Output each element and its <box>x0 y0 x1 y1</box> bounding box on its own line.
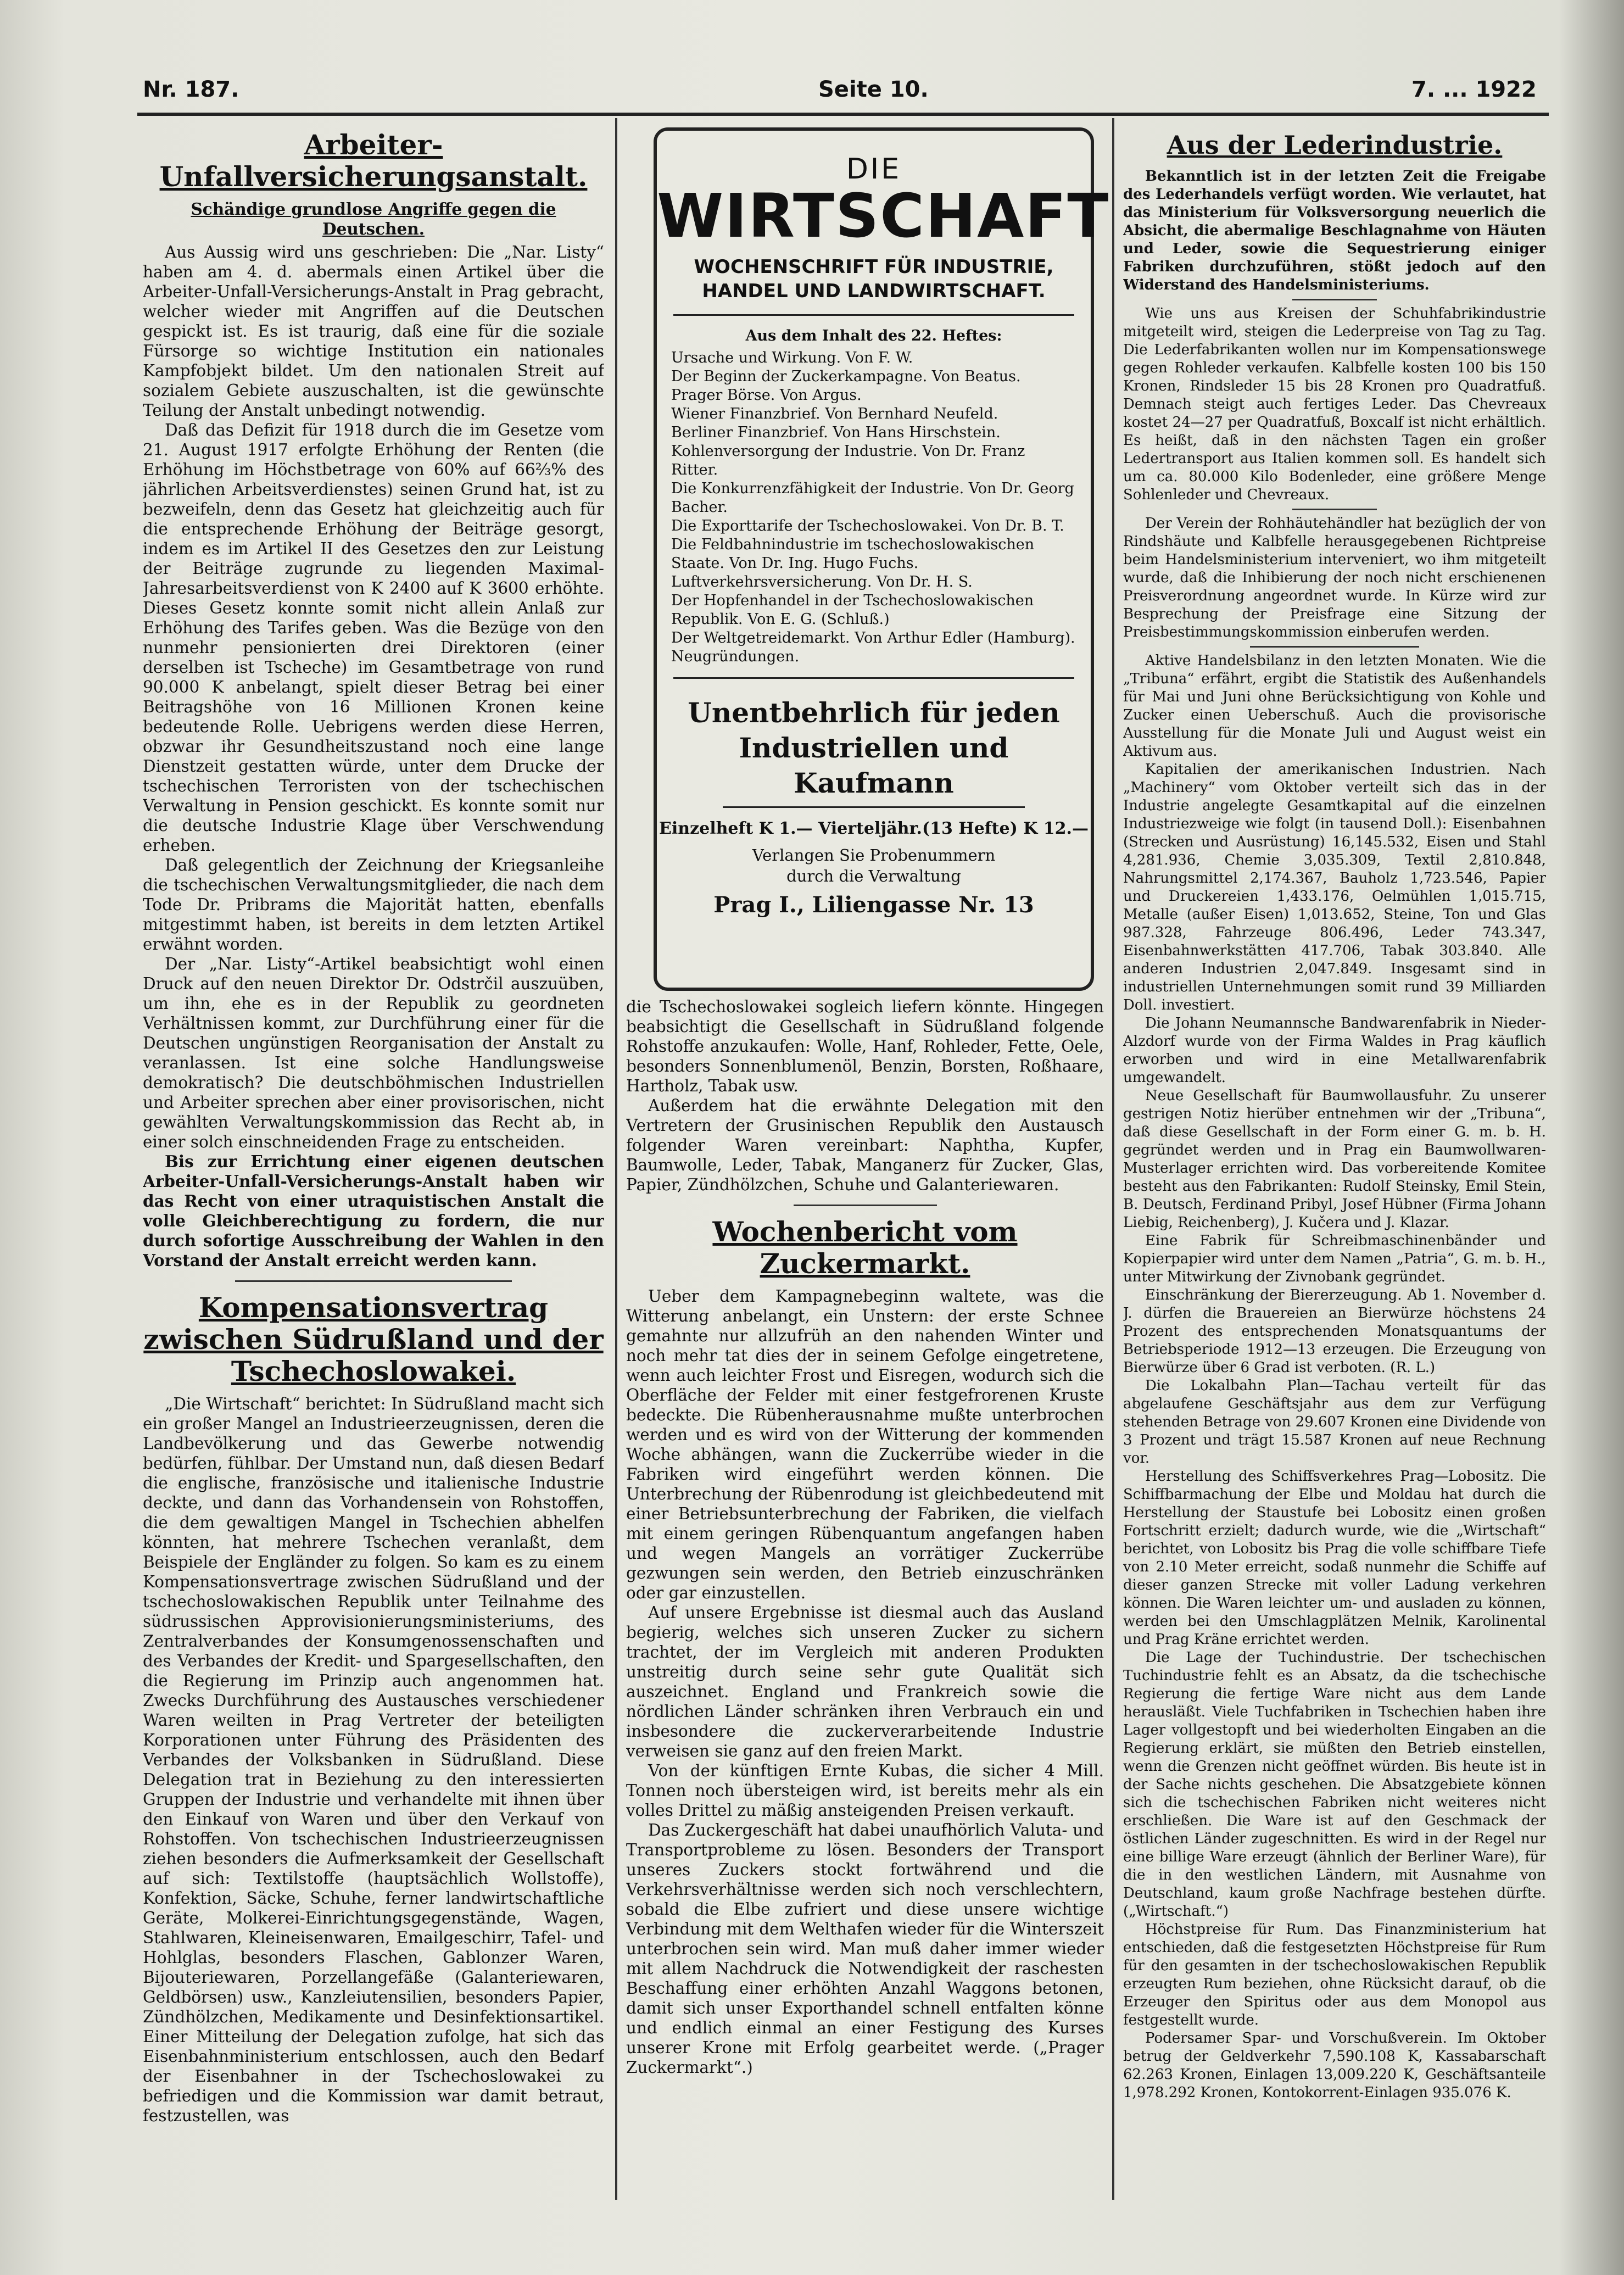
ad-title: WIRTSCHAFT <box>657 181 1110 251</box>
article-heading-zucker: Wochenbericht vom Zuckermarkt. <box>712 1215 1018 1280</box>
paragraph: Das Zuckergeschäft hat dabei unaufhörlich Valuta- und Transportprobleme zu lösen. Besonders der Transport unseres Zuckers stockt fortwährend und die Verkehrsverhältnisse werden sich noch verschlechtern, sobald die Elbe zufriert und diese unsere wichtige Verbindung mit dem Welthafen wieder für die Winterszeit unterbrochen sein wird. Man muß daher immer wieder mit allem Nachdruck die Notwendigkeit der raschesten Beschaffung einer erhöhten Anzahl Waggons betonen, damit sich unser Exporthandel schnell entfalten könne und endlich einmal an einer Festigung des Kurses unserer Krone mit Erfolg gearbeitet werde. („Prager Zuckermarkt“.) <box>626 1821 1104 2077</box>
paragraph: Der Verein der Rohhäutehändler hat bezüglich der von Rindshäute und Kalbfelle herausgegebenen Richtpreise beim Handelsministerium interveniert, wo ihm mitgeteilt wurde, daß die Inhibierung der noch nicht erschienenen Preisverordnung angeordnet wurde. In Kürze wird zur Besprechung der Preisfrage eine Sitzung der Preisbestimmungskommission einberufen werden. <box>1123 515 1546 640</box>
right-column <box>1123 124 1546 2200</box>
ad-item: Berliner Finanzbrief. Von Hans Hirschstein. <box>671 424 1001 441</box>
article-subheading-unfall: Schändige grundlose Angriffe gegen die Deutschen. <box>191 199 556 238</box>
ad-item: Die Feldbahnindustrie im tschechoslowakischen Staate. Von Dr. Ing. Hugo Fuchs. <box>671 536 1035 572</box>
ad-rule <box>673 677 1074 679</box>
ad-item: Ursache und Wirkung. Von F. W. <box>671 349 913 366</box>
header-rule <box>137 113 1549 116</box>
paragraph: Daß gelegentlich der Zeichnung der Kriegsanleihe die tschechischen Verwaltungsmitglieder, die nach dem Tode Dr. Pribrams die Majorität hatten, ebenfalls mitgestimmt haben, ist bereits in dem letzten Artikel erwähnt worden. <box>143 856 604 954</box>
paragraph: Die Lokalbahn Plan—Tachau verteilt für das abgelaufene Geschäftsjahr aus dem zur Verfügung stehenden Betrage von 29.607 Kronen eine Dividende von 3 Prozent und trägt 15.587 Kronen auf neue Rechnung vor. <box>1123 1378 1546 1467</box>
paragraph: die Tschechoslowakei sogleich liefern könnte. Hingegen beabsichtigt die Gesellschaft in Südrußland folgende Rohstoffe anzukaufen: Wolle, Hanf, Rohleder, Fette, Oele, besonders Sonnenblumenöl, Benzin, Borsten, Roßhaare, Hartholz, Tabak usw. <box>626 997 1104 1095</box>
wirtschaft-advertisement <box>654 127 1110 991</box>
ad-item: Kohlenversorgung der Industrie. Von Dr. Franz Ritter. <box>671 443 1025 478</box>
paragraph: Neue Gesellschaft für Baumwollausfuhr. Zu unserer gestrigen Notiz hierüber entnehmen wir der „Tribuna“, daß diese Gesellschaft in der Form einer G. m. b. H. gegründet werden und in Prag ein Baumwollwaren-Musterlager errichten wird. Das vorbereitende Komitee besteht aus den Fabrikanten: Rudolf Steinsky, Emil Stein, B. Deutsch, Ferdinand Pribyl, Josef Hübner (Firma Johann Liebig, Reichenberg), J. Kučera und J. Klazar. <box>1123 1088 1546 1231</box>
paragraph: Auf unsere Ergebnisse ist diesmal auch das Ausland begierig, welches sich unseren Zucker zu sichern trachtet, der im Vergleich mit anderen Produkten unstreitig durch seine sehr gute Qualität sich auszeichnet. England und Frankreich sowie die nördlichen Länder schränken ihren Verbrauch ein und insbesondere die zuckerverarbeitende Industrie verweisen sie ganz auf den freien Markt. <box>626 1603 1104 1760</box>
paragraph: Die Lage der Tuchindustrie. Der tschechischen Tuchindustrie fehlt es an Absatz, da die tschechische Regierung die fertige Ware nicht aus dem Lande herausläßt. Viele Tuchfabriken in Tschechien haben ihre Lager vollgestopft und bei wiederholten Eingaben an die Regierung erklärt, sie müßten den Betrieb einstellen, wenn die Grenzen nicht geöffnet würden. Bis heute ist in der Sache nichts geschehen. Die Absatzgebiete können sich die tschechischen Fabriken nicht weiteres nicht erschließen. Die Ware ist auf den Geschmack der östlichen Länder zugeschnitten. Es wird in der Regel nur eine billige Ware erzeugt (ähnlich der Berliner Ware), für die in den westlichen Ländern, mit Ausnahme von Deutschland, kaum große Nachfrage bestehen dürfte. („Wirtschaft.“) <box>1123 1649 1546 1920</box>
ad-item: Luftverkehrsversicherung. Von Dr. H. S. <box>671 573 973 590</box>
article-heading-kompensation: Kompensationsvertrag zwischen Südrußland und der Tschechoslowakei. <box>143 1291 604 1387</box>
issue-date: 7. ... 1922 <box>1411 77 1537 102</box>
ad-item: Der Weltgetreidemarkt. Von Arthur Edler (Hamburg). <box>671 629 1075 646</box>
paragraph: Höchstpreise für Rum. Das Finanzministerium hat entschieden, daß die festgesetzten Höchstpreise für Rum für den gesamten in der tschechoslowakischen Republik erzeugten Rum beziehen, ohne Rücksicht darauf, ob die Erzeuger den Spiritus oder aus dem Monopol aus festgestellt wurde. <box>1123 1921 1546 2028</box>
paragraph: Ueber dem Kampagnebeginn waltete, was die Witterung anbelangt, ein Unstern: der erste Schnee gemahnte nur allzufrüh an den nahenden Winter und noch mehr tat dies der in seinem Gefolge eingetretene, wenn auch leichter Frost und Eisregen, wodurch sich die Oberfläche der Felder mit einer festgefrorenen Kruste bedeckte. Die Rübenherausnahme mußte unterbrochen werden und es wird von der Witterung der kommenden Woche abhängen, wann die Zuckerrübe wieder in die Fabriken wird eingeführt werden können. Die Unterbrechung der Rübenrodung ist gleichbedeutend mit einer Betriebsunterbrechung der Fabriken, die vielfach mit einem geringen Rübenquantum angefangen haben und wegen Mangels an vorrätiger Zuckerrübe gezwungen sein werden, den Betrieb einzuschränken oder gar einzustellen. <box>626 1287 1104 1602</box>
paragraph: Podersamer Spar- und Vorschußverein. Im Oktober betrug der Geldverkehr 7,590.108 K, Kassabarschaft 62.263 Kronen, Einlagen 13,009.220 K, Geschäftsanteile 1,978.292 Kronen, Kontokorrent-Einlagen 935.076 K. <box>1123 2030 1546 2101</box>
ad-price: Einzelheft K 1.— Vierteljähr.(13 Hefte) K 12.— <box>659 819 1089 838</box>
ad-item: Die Exporttarife der Tschechoslowakei. Von Dr. B. T. <box>671 517 1064 534</box>
paragraph: Aktive Handelsbilanz in den letzten Monaten. Wie die „Tribuna“ erfährt, ergibt die Statistik des Außenhandels für Mai und Juni ohne Berücksichtigung von Kohle und Zucker einen Ueberschuß. Auch die provisorische Ausstellung für die Monate Juli und August weist ein Aktivum aus. <box>1123 653 1546 760</box>
paragraph: Daß das Defizit für 1918 durch die im Gesetze vom 21. August 1917 erfolgte Erhöhung der Renten (die Erhöhung im Höchstbetrage von 60% auf 66⅔% des jährlichen Arbeitsverdienstes) seinen Grund hat, ist zu bezweifeln, denn das Gesetz hat gleichzeitig auch für die entsprechende Erhöhung der Beiträge gesorgt, indem es im Artikel II des Gesetzes den zur Leistung der Beiträge zugrunde zu liegenden Maximal-Jahresarbeitsverdienst von K 2400 auf K 3600 erhöhte. Dieses Gesetz konnte somit nicht allein Anlaß zur Erhöhung des Tarifes geben. Was die Bezüge von den nunmehr pensionierten drei Direktoren (einer derselben ist Tscheche) im Gesamtbetrage von rund 90.000 K anbelangt, spielt dieser Betrag bei einer Beitragshöhe von 16 Millionen Kronen keine bedeutende Rolle. Uebrigens werden diese Herren, obzwar ihr Gesundheitszustand noch eine lange Dienstzeit gestatten würde, unter dem Drucke der tschechischen Terroristen von der tschechischen Verwaltung in Pension geschickt. Es konnte somit nur die deutsche Industrie Klage über Verschwendung erheben. <box>143 421 604 855</box>
separator <box>1250 646 1419 648</box>
ad-item: Wiener Finanzbrief. Von Bernhard Neufeld. <box>671 405 998 422</box>
ad-item: Prager Börse. Von Argus. <box>671 387 862 404</box>
separator <box>235 1280 512 1282</box>
separator <box>1292 509 1377 510</box>
left-column <box>143 124 604 2200</box>
column-divider-right <box>1112 118 1114 2200</box>
ad-request: Verlangen Sie Probenummern <box>752 846 996 865</box>
issue-number: Nr. 187. <box>143 77 239 102</box>
ad-address: Prag I., Liliengasse Nr. 13 <box>713 892 1034 918</box>
paragraph: Die Johann Neumannsche Bandwarenfabrik in Nieder-Alzdorf wurde von der Firma Waldes in Prag käuflich erworben und wird in eine Metallwarenfabrik umgewandelt. <box>1123 1015 1546 1086</box>
paragraph: „Die Wirtschaft“ berichtet: In Südrußland macht sich ein großer Mangel an Industrieerzeugnissen, deren die Landbevölkerung und das Gewerbe notwendig bedürfen, fühlbar. Der Umstand nun, daß diesen Bedarf die englische, französische und italienische Industrie deckte, und dann das Vorhandensein von Rohstoffen, die dem gewaltigen Mangel in Tschechien abhelfen könnten, hat mehrere Tschechen veranlaßt, dem Beispiele der Engländer zu folgen. So kam es zu einem Kompensationsvertrage zwischen Südrußland und der tschechoslowakischen Republik unter Teilnahme des südrussischen Approvisionierungsministeriums, des Zentralverbandes der Konsumgenossenschaften und des Verbandes der Kredit- und Spargesellschaften, den die Regierung im Prinzip auch angenommen hat. Zwecks Durchführung des Austausches verschiedener Waren weilten in Prag Vertreter der beteiligten Korporationen unter Führung des Präsidenten des Verbandes der Volksbanken in Südrußland. Diese Delegation trat in Beziehung zu den interessierten Gruppen der Industrie und verhandelte mit ihnen über den Einkauf von Waren und über den Verkauf von Rohstoffen. Von tschechischen Industrieerzeugnissen ziehen besonders die Aufmerksamkeit der Gesellschaft auf sich: Textilstoffe (hauptsächlich Wollstoffe), Konfektion, Säcke, Schuhe, ferner landwirtschaftliche Geräte, Molkerei-Einrichtungsgegenstände, Wagen, Stahlwaren, Kleineisenwaren, Emailgeschirr, Tafel- und Hohlglas, besonders Flaschen, Gablonzer Waren, Bijouteriewaren, Porzellangefäße (Galanteriewaren, Geldbörsen) usw., Kanzleiutensilien, besonders Papier, Zündhölzchen, Medikamente und Desinfektionsartikel. Einer Mitteilung der Delegation zufolge, hat sich das Eisenbahnministerium entschlossen, auch den Bedarf der Eisenbahner in der Tschechoslowakei zu befriedigen und die Kommission war damit betraut, festzustellen, was <box>143 1395 604 2125</box>
ad-slogan: Unentbehrlich für jeden Industriellen und Kaufmann <box>688 696 1060 799</box>
ad-subtitle-2: HANDEL UND LANDWIRTSCHAFT. <box>702 280 1046 302</box>
ad-contents-title: Aus dem Inhalt des 22. Heftes: <box>745 327 1002 344</box>
middle-column <box>626 997 1104 2194</box>
paragraph: Von der künftigen Ernte Kubas, die sicher 4 Mill. Tonnen noch übersteigen wird, ist bereits mehr als ein volles Drittel zu mäßig ansteigenden Preisen verkauft. <box>626 1761 1104 1820</box>
column-divider-left <box>615 118 617 2200</box>
ad-item: Neugründungen. <box>671 648 800 665</box>
paragraph: Aus Aussig wird uns geschrieben: Die „Nar. Listy“ haben am 4. d. abermals einen Artikel über die Arbeiter-Unfall-Versicherungs-Anstalt in Prag gebracht, welcher wieder mit Angriffen auf die Deutschen gespickt ist. Es ist traurig, daß eine für die soziale Fürsorge so wichtige Institution ein nationales Kampfobjekt bildet. Um den nationalen Streit auf sozialem Gebiete auszuschalten, ist die gewünschte Teilung der Anstalt unbedingt notwendig. <box>143 243 604 420</box>
paragraph: Außerdem hat die erwähnte Delegation mit den Vertretern der Grusinischen Republik den Austausch folgender Waren vereinbart: Naphtha, Kupfer, Baumwolle, Leder, Tabak, Manganerz für Zucker, Glas, Papier, Zündhölzchen, Schuhe und Galanteriewaren. <box>626 1096 1104 1194</box>
paragraph: Kapitalien der amerikanischen Industrien. Nach „Machinery“ vom Oktober verteilt sich das in der Industrie angelegte Gesamtkapital auf die einzelnen Industriezweige wie folgt (in tausend Doll.): Eisenbahnen (Strecken und Ausrüstung) 16,145.532, Eisen und Stahl 4,281.936, Chemie 3,035.309, Textil 2,810.848, Nahrungsmittel 2,174.367, Bauholz 1,723.546, Papier und Druckereien 1,433.176, Oelmühlen 1,015.715, Metalle (außer Eisen) 1,013.652, Steine, Ton und Glas 987.328, Fahrzeuge 806.496, Leder 743.347, Eisenbahnwerkstätten 417.706, Tabak 303.840. Alle anderen Industrien 2,047.849. Insgesamt sind in industriellen Unternehmungen somit rund 39 Milliarden Doll. investiert. <box>1123 761 1546 1013</box>
separator <box>1292 299 1377 300</box>
separator <box>794 1205 937 1206</box>
ad-rule <box>673 314 1074 316</box>
ad-contents <box>657 327 1091 666</box>
ad-rule <box>723 806 1025 808</box>
ad-item: Der Beginn der Zuckerkampagne. Von Beatus. <box>671 368 1021 385</box>
paragraph: Bis zur Errichtung einer eigenen deutschen Arbeiter-Unfall-Versicherungs-Anstalt haben wir das Recht von einer utraquistischen Anstalt die volle Gleichberechtigung zu fordern, die nur durch sofortige Ausschreibung der Wahlen in den Vorstand der Anstalt erreicht werden kann. <box>143 1152 604 1270</box>
paragraph: Wie uns aus Kreisen der Schuhfabrikindustrie mitgeteilt wird, steigen die Lederpreise von Tag zu Tag. Die Lederfabrikanten wollen nur im Kompensationswege gegen Rohleder verkaufen. Kalbfelle kosten 100 bis 150 Kronen, Rindsleder 15 bis 28 Kronen pro Quadratfuß. Demnach steigt auch fertiges Leder. Das Chevreaux kostet 24—27 per Quadratfuß, Boxcalf ist nicht erhältlich. Es heißt, daß in den nächsten Tagen ein großer Ledertransport aus Italien kommen soll. Es handelt sich um ca. 80.000 Kilo Bodenleder, eine größere Menge Sohlenleder und Chevreaux. <box>1123 305 1546 503</box>
page-header <box>143 71 1549 110</box>
ad-subtitle-1: WOCHENSCHRIFT FÜR INDUSTRIE, <box>694 256 1054 278</box>
paragraph: Eine Fabrik für Schreibmaschinenbänder und Kopierpapier wird unter dem Namen „Patria“, G. m. b. H., unter Mitwirkung der Zivnobank gegründet. <box>1123 1233 1546 1285</box>
paragraph: Einschränkung der Biererzeugung. Ab 1. November d. J. dürfen die Brauereien an Bierwürze höchstens 24 Prozent des entsprechenden Monatsquantums der Betriebsperiode 1912—13 erzeugen. Die Erzeugung von Bierwürze über 6 Grad ist verboten. (R. L.) <box>1123 1287 1546 1376</box>
article-heading-leder: Aus der Lederindustrie. <box>1167 130 1503 160</box>
ad-via: durch die Verwaltung <box>786 867 961 885</box>
article-heading-unfall: Arbeiter-Unfallversicherungsanstalt. <box>159 129 588 193</box>
paragraph: Der „Nar. Listy“-Artikel beabsichtigt wohl einen Druck auf den neuen Direktor Dr. Odstrčil auszuüben, um ihn, ehe es in der Republik zu geordneten Verhältnissen kommt, zur Durchführung einer für die Deutschen ungünstigen Reorganisation der Anstalt zu veranlassen. Ist eine solche Handlungsweise demokratisch? Die deutschböhmischen Industriellen und Arbeiter sprechen aber einer provisorischen, nicht gewählten Verwaltungskommission das Recht ab, in einer solch einschneidenden Frage zu entscheiden. <box>143 955 604 1151</box>
page-number: Seite 10. <box>818 77 929 102</box>
ad-item: Die Konkurrenzfähigkeit der Industrie. Von Dr. Georg Bacher. <box>671 480 1074 516</box>
ad-item: Der Hopfenhandel in der Tschechoslowakischen Republik. Von E. G. (Schluß.) <box>671 592 1034 628</box>
paragraph: Herstellung des Schiffsverkehres Prag—Lobositz. Die Schiffbarmachung der Elbe und Moldau hat durch die Herstellung der Staustufe bei Lobositz einen großen Fortschritt erzielt; dadurch wurde, wie die „Wirtschaft“ berichtet, von Lobositz bis Prag die volle schiffbare Tiefe von 2.10 Meter erreicht, sodaß nunmehr die Schiffe auf dieser ganzen Strecke mit voller Ladung verkehren können. Die Waren leichter um- und ausladen zu können, werden bei den Umschlagplätzen Melnik, Karolinental und Prag Kräne errichtet werden. <box>1123 1468 1546 1648</box>
ad-die: DIE <box>846 153 902 186</box>
paragraph: Bekanntlich ist in der letzten Zeit die Freigabe des Lederhandels verfügt worden. Wie verlautet, hat das Ministerium für Volksversorgung neuerlich die Absicht, die abermalige Beschlagnahme von Häuten und Leder, sowie die Sequestrierung einiger Fabriken durchzuführen, stößt jedoch auf den Widerstand des Handelsministeriums. <box>1123 168 1546 293</box>
